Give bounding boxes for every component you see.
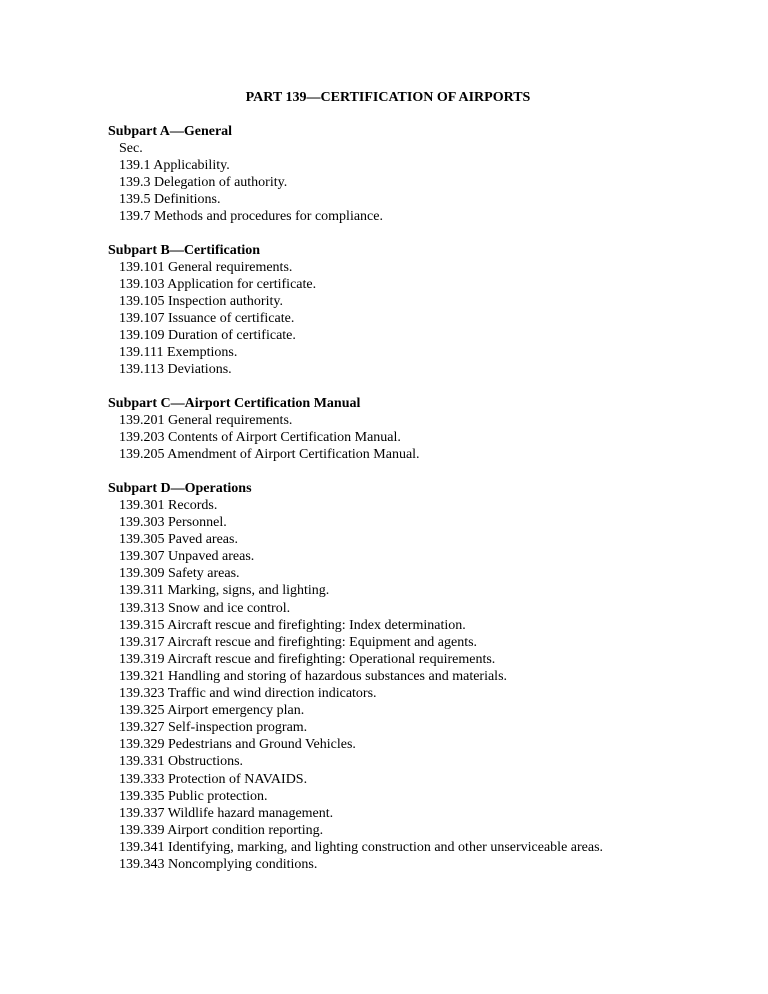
document-page: [108, 89, 728, 890]
section-item: 139.313 Snow and ice control.: [119, 600, 291, 616]
section-item: 139.1 Applicability.: [119, 158, 230, 173]
subpart-heading: Subpart B—Certification: [108, 243, 261, 258]
section-item: 139.5 Definitions.: [119, 192, 221, 207]
section-item: 139.109 Duration of certificate.: [119, 328, 296, 343]
section-item: 139.3 Delegation of authority.: [119, 175, 288, 190]
section-item: 139.333 Protection of NAVAIDS.: [119, 771, 308, 787]
section-item: 139.201 General requirements.: [119, 413, 293, 428]
subpart-heading: Subpart A—General: [108, 124, 233, 139]
section-item: 139.319 Aircraft rescue and firefighting: Operational requirements.: [119, 651, 496, 667]
section-item: 139.111 Exemptions.: [119, 345, 238, 360]
subpart-heading: Subpart C—Airport Certification Manual: [108, 396, 361, 411]
subpart-a: [108, 123, 728, 225]
section-item: 139.339 Airport condition reporting.: [119, 822, 324, 838]
section-item: 139.303 Personnel.: [119, 515, 227, 531]
subpart-heading: Subpart D—Operations: [108, 481, 252, 496]
section-item: 139.331 Obstructions.: [119, 754, 244, 770]
section-item: 139.325 Airport emergency plan.: [119, 703, 305, 719]
section-item: 139.113 Deviations.: [119, 362, 232, 377]
section-item: 139.103 Application for certificate.: [119, 277, 317, 292]
section-item: 139.107 Issuance of certificate.: [119, 311, 295, 326]
section-item: 139.205 Amendment of Airport Certification Manual.: [119, 447, 420, 462]
section-item: 139.343 Noncomplying conditions.: [119, 856, 318, 872]
subpart-d: [108, 480, 728, 873]
section-item: 139.335 Public protection.: [119, 788, 268, 804]
section-item: 139.329 Pedestrians and Ground Vehicles.: [119, 737, 356, 753]
section-item: 139.305 Paved areas.: [119, 532, 238, 548]
section-item: 139.309 Safety areas.: [119, 566, 240, 582]
section-item: 139.307 Unpaved areas.: [119, 549, 255, 565]
section-item: 139.317 Aircraft rescue and firefighting: Equipment and agents.: [119, 634, 478, 650]
document-title: PART 139—CERTIFICATION OF AIRPORTS: [245, 90, 531, 105]
section-item: 139.301 Records.: [119, 498, 218, 513]
subpart-c: [108, 395, 728, 463]
section-label: Sec.: [119, 141, 143, 156]
section-item: 139.311 Marking, signs, and lighting.: [119, 583, 330, 599]
section-item: 139.323 Traffic and wind direction indicators.: [119, 686, 377, 702]
section-item: 139.105 Inspection authority.: [119, 294, 283, 309]
section-item: 139.327 Self-inspection program.: [119, 720, 308, 736]
section-item: 139.315 Aircraft rescue and firefighting: Index determination.: [119, 617, 466, 633]
subpart-b: [108, 242, 728, 378]
section-item: 139.101 General requirements.: [119, 260, 293, 275]
section-item: 139.337 Wildlife hazard management.: [119, 805, 334, 821]
section-item: 139.341 Identifying, marking, and lighting construction and other unserviceable areas.: [119, 839, 604, 855]
section-item: 139.321 Handling and storing of hazardous substances and materials.: [119, 668, 508, 684]
section-item: 139.7 Methods and procedures for compliance.: [119, 209, 383, 224]
section-item: 139.203 Contents of Airport Certification Manual.: [119, 430, 401, 445]
